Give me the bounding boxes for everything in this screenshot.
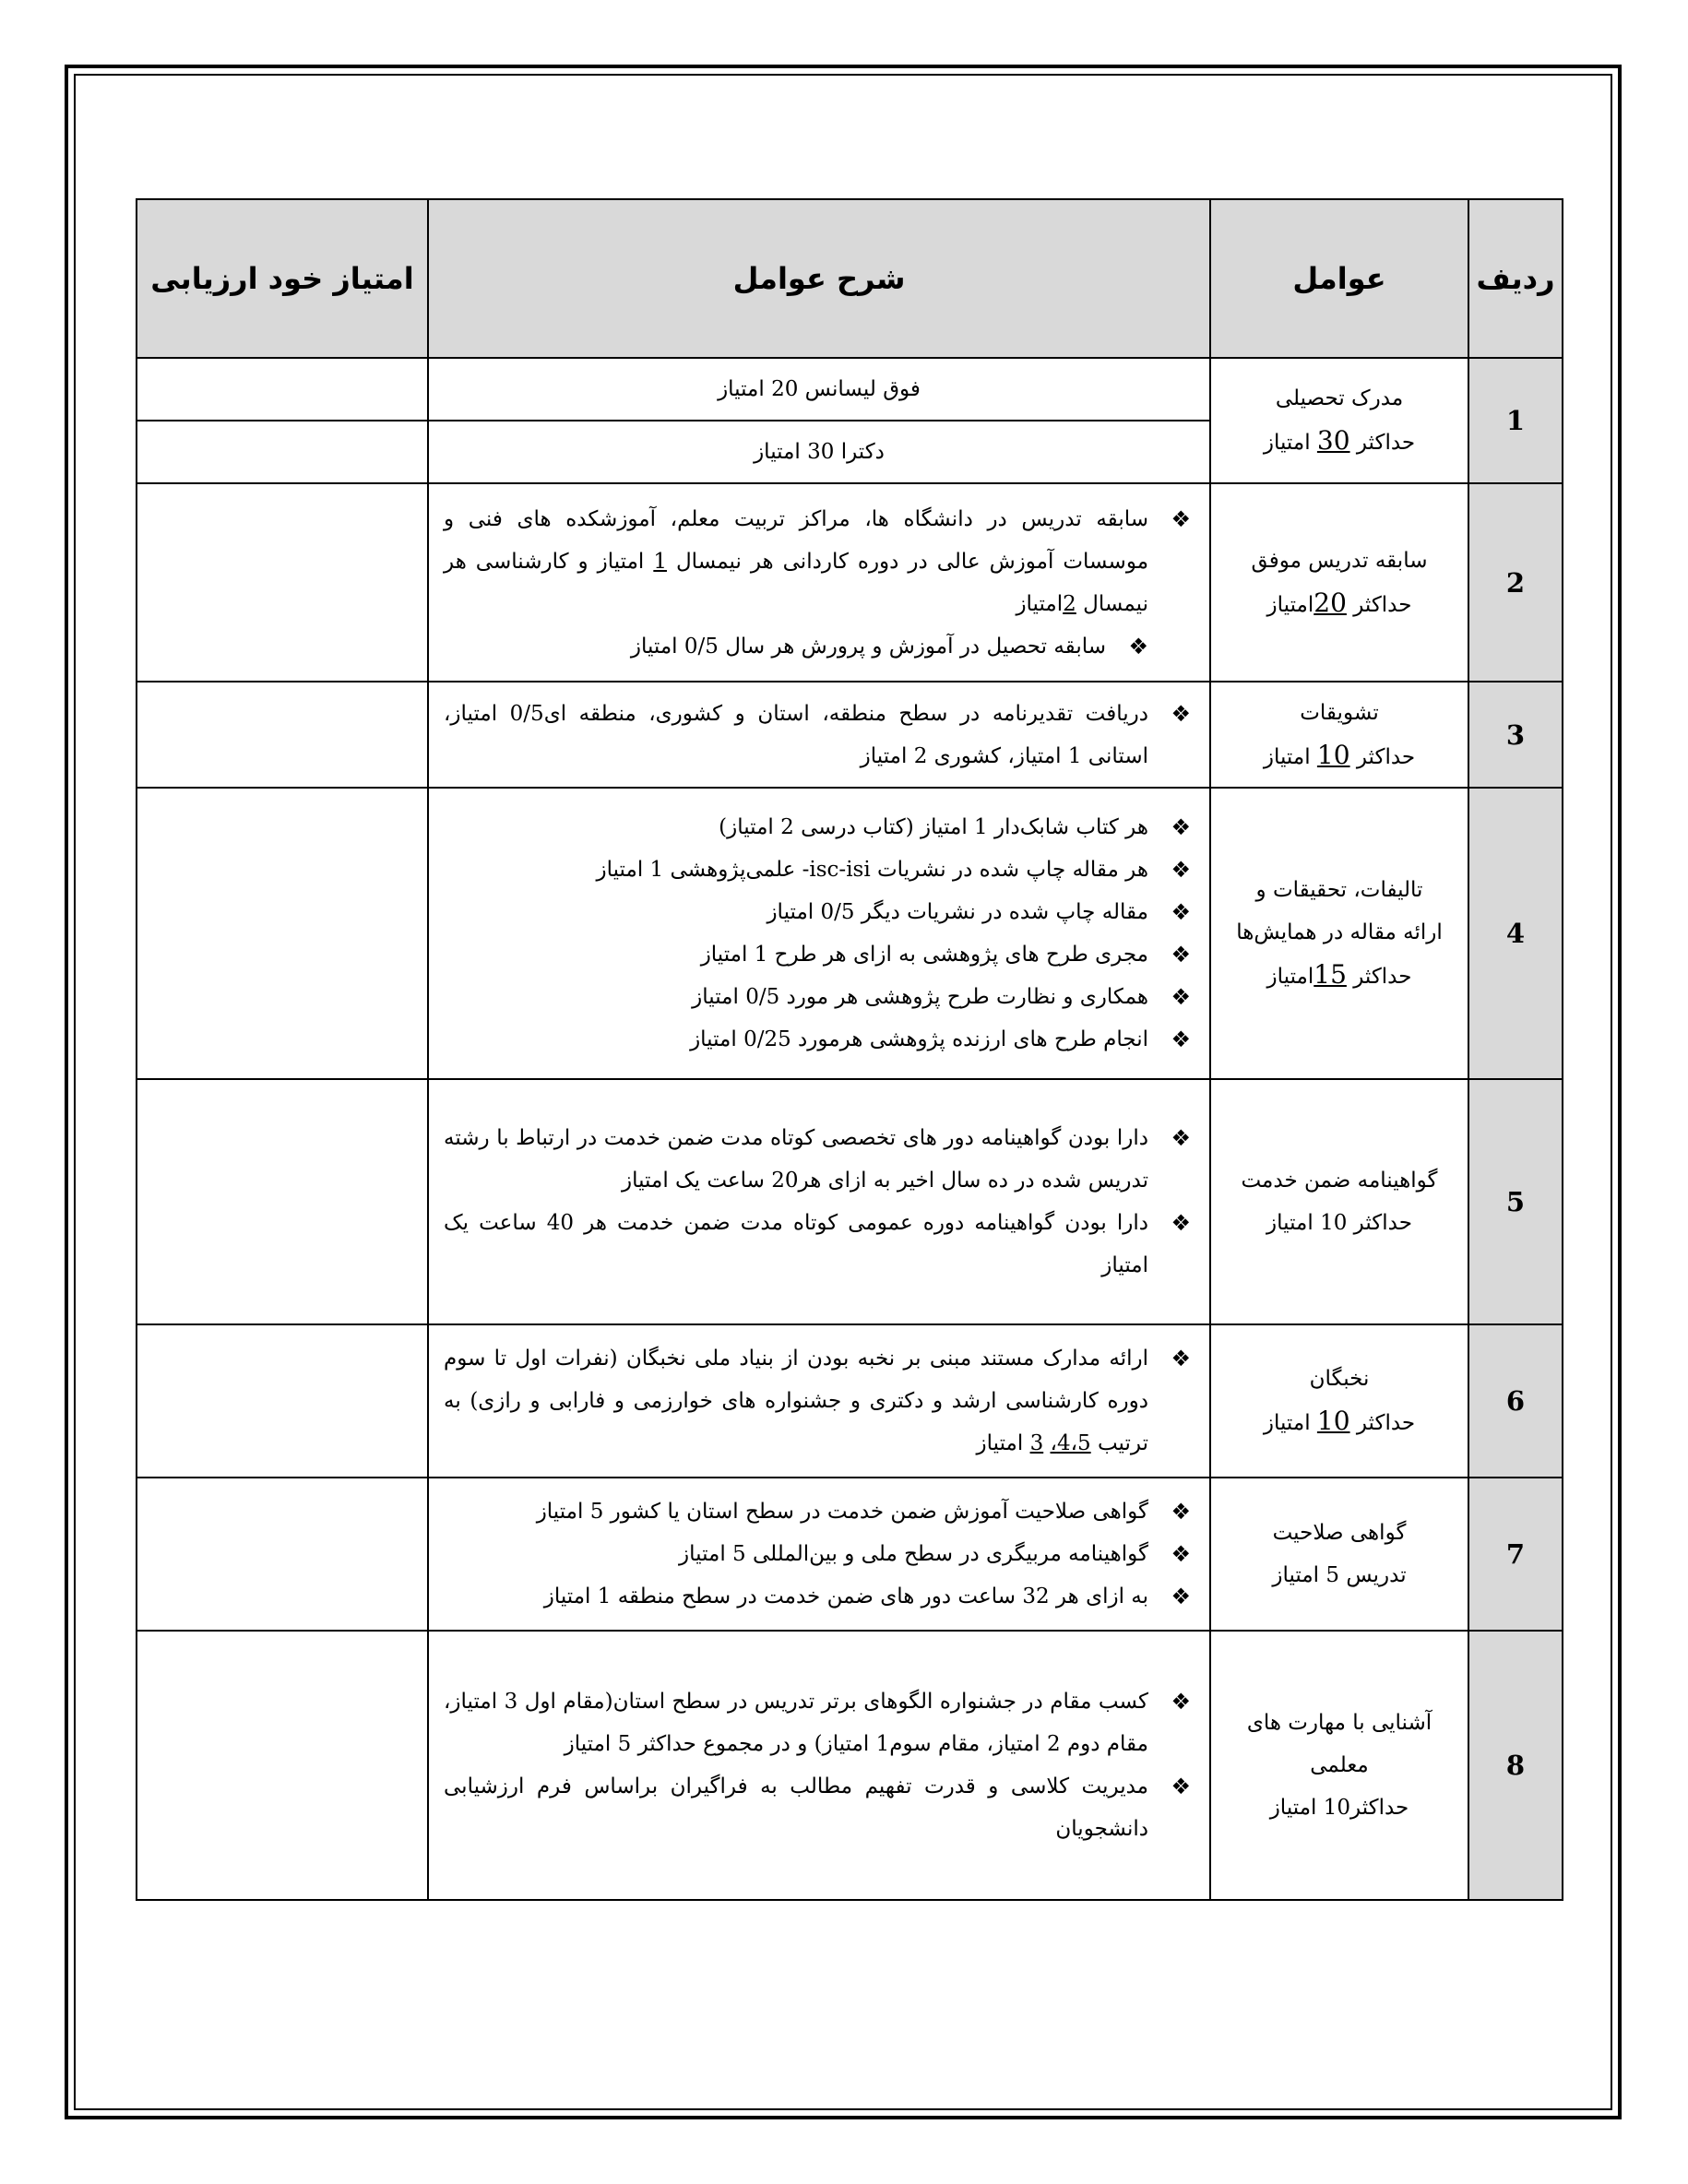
factor-title: گواهینامه ضمن خدمت: [1241, 1169, 1438, 1193]
self-score-cell[interactable]: [137, 682, 428, 788]
item-value: 2: [1063, 591, 1076, 616]
factor-max: تدریس 5 امتیاز: [1272, 1563, 1407, 1587]
list-item: ❖ دریافت تقدیرنامه در سطح منطقه، استان و کشوری، منطقه ای0/5 امتیاز، استانی 1 امتیاز، کشوری 2 امتیاز: [444, 693, 1191, 777]
item-text: سابقه تحصیل در آموزش و پرورش هر سال 0/5 امتیاز: [630, 634, 1106, 659]
list-item: ❖ مقاله چاپ شده در نشریات دیگر 0/5 امتیاز: [444, 891, 1191, 933]
item-text: امتیاز: [976, 1431, 1024, 1455]
factor-max-value: 20: [1314, 587, 1347, 618]
item-value: 1: [653, 549, 667, 574]
factor-max-prefix: حداکثر: [1353, 592, 1412, 617]
list-item: ❖ انجام طرح های ارزنده پژوهشی هرمورد 0/25 امتیاز: [444, 1018, 1191, 1061]
list-item: [444, 498, 1191, 625]
factor-cell: [1210, 1631, 1468, 1900]
factor-max: [1212, 1400, 1467, 1444]
list-item: ❖ مدیریت کلاسی و قدرت تفهیم مطالب به فراگیران براساس فرم ارزشیابی دانشجویان: [444, 1765, 1191, 1850]
list-item: ❖ همکاری و نظارت طرح پژوهشی هر مورد 0/5 امتیاز: [444, 976, 1191, 1018]
factor-max-value: 15: [1314, 959, 1347, 990]
evaluation-table: [136, 198, 1563, 1901]
factor-max-suffix: امتیاز: [1263, 1411, 1311, 1435]
factor-max: حداکثر 10 امتیاز: [1266, 1211, 1412, 1235]
factor-title: نخبگان: [1309, 1367, 1370, 1391]
list-item: ❖ دارا بودن گواهینامه دور های تخصصی کوتاه مدت ضمن خدمت در ارتباط با رشته تدریس شده در ده سال اخیر به ازای هر20 ساعت یک امتیاز: [444, 1117, 1191, 1202]
list-item: ❖ گواهی صلاحیت آموزش ضمن خدمت در سطح استان یا کشور 5 امتیاز: [444, 1490, 1191, 1533]
factor-max: [1212, 734, 1467, 778]
factor-max-suffix: امتیاز: [1266, 592, 1314, 617]
factor-max-prefix: حداکثر: [1356, 1411, 1416, 1435]
description-cell: [428, 1478, 1210, 1631]
factor-max-suffix: امتیاز: [1263, 744, 1311, 769]
description-cell: [428, 1631, 1210, 1900]
list-item: [444, 625, 1148, 668]
row-number: 5: [1468, 1079, 1563, 1324]
factor-max-prefix: حداکثر: [1353, 965, 1412, 989]
factor-cell: [1210, 358, 1468, 483]
list-item: ❖ هر کتاب شابک‌دار 1 امتیاز (کتاب درسی 2 امتیاز): [444, 806, 1191, 849]
factor-max-value: 10: [1316, 1406, 1350, 1436]
item-text: امتیاز و کارشناسی هر نیمسال: [444, 549, 1148, 616]
description-cell: [428, 682, 1210, 788]
list-item: ❖ هر مقاله چاپ شده در نشریات isc-isi- علمی‌پژوهشی 1 امتیاز: [444, 849, 1191, 891]
table-row: [137, 1079, 1563, 1324]
header-description: شرح عوامل: [428, 199, 1210, 358]
factor-title: تالیفات، تحقیقات و: [1255, 878, 1423, 902]
self-score-cell[interactable]: [137, 421, 428, 483]
list-item: ❖ مجری طرح های پژوهشی به ازای هر طرح 1 امتیاز: [444, 933, 1191, 976]
factor-title: تشویقات: [1300, 700, 1379, 725]
item-text: ارائه مدارک مستند مبنی بر نخبه بودن از بنیاد ملی نخبگان (نفرات اول تا سوم دوره کارشناسی ارشد و دکتری و جشنواره های خوارزمی و فارابی و رازی) به ترتیب: [444, 1347, 1148, 1455]
self-score-cell[interactable]: [137, 358, 428, 421]
row-number: 2: [1468, 483, 1563, 682]
factor-title-line2: معلمی: [1310, 1753, 1369, 1777]
factor-max-value: 10: [1316, 739, 1350, 770]
factor-title: گواهی صلاحیت: [1272, 1521, 1407, 1545]
description-cell: [428, 1079, 1210, 1324]
factor-cell: [1210, 682, 1468, 788]
row-number: 6: [1468, 1324, 1563, 1478]
self-score-cell[interactable]: [137, 1079, 428, 1324]
factor-max-suffix: امتیاز: [1266, 965, 1314, 989]
row-number: 8: [1468, 1631, 1563, 1900]
table-row: [137, 1324, 1563, 1478]
factor-max-suffix: امتیاز: [1263, 431, 1311, 455]
list-item: [444, 1337, 1191, 1465]
header-row-number: ردیف: [1468, 199, 1563, 358]
row-number: 7: [1468, 1478, 1563, 1631]
factor-max-value: 30: [1316, 425, 1350, 456]
list-item: ❖ به ازای هر 32 ساعت دور های ضمن خدمت در سطح منطقه 1 امتیاز: [444, 1575, 1191, 1618]
item-text: امتیاز: [1016, 591, 1064, 616]
description-cell: دکترا 30 امتیاز: [428, 421, 1210, 483]
table-row: [137, 682, 1563, 788]
description-cell: فوق لیسانس 20 امتیاز: [428, 358, 1210, 421]
factor-cell: [1210, 483, 1468, 682]
list-item: ❖ دارا بودن گواهینامه دوره عمومی کوتاه مدت ضمن خدمت هر 40 ساعت یک امتیاز: [444, 1202, 1191, 1287]
factor-title-line2: ارائه مقاله در همایش‌ها: [1236, 920, 1443, 944]
self-score-cell[interactable]: [137, 483, 428, 682]
description-cell: [428, 1324, 1210, 1478]
item-value: 3: [1029, 1431, 1044, 1455]
row-number: 1: [1468, 358, 1563, 483]
factor-max: [1212, 420, 1467, 464]
factor-title: مدرک تحصیلی: [1275, 386, 1404, 410]
description-cell: [428, 788, 1210, 1079]
factor-cell: [1210, 788, 1468, 1079]
factor-cell: [1210, 1324, 1468, 1478]
factor-max-prefix: حداکثر: [1356, 744, 1416, 769]
description-cell: [428, 483, 1210, 682]
self-score-cell[interactable]: [137, 1324, 428, 1478]
row-number: 3: [1468, 682, 1563, 788]
header-self-score: امتیاز خود ارزیابی: [137, 199, 428, 358]
factor-max: [1212, 954, 1467, 998]
item-value: 4،5،: [1050, 1431, 1091, 1455]
factor-max-prefix: حداکثر: [1356, 431, 1416, 455]
row-number: 4: [1468, 788, 1563, 1079]
self-score-cell[interactable]: [137, 788, 428, 1079]
table-header-row: [137, 199, 1563, 358]
factor-cell: [1210, 1478, 1468, 1631]
self-score-cell[interactable]: [137, 1478, 428, 1631]
factor-title: آشنایی با مهارت های: [1246, 1711, 1432, 1735]
list-item: ❖ گواهینامه مربیگری در سطح ملی و بین‌المللی 5 امتیاز: [444, 1533, 1191, 1575]
self-score-cell[interactable]: [137, 1631, 428, 1900]
table-row: [137, 1478, 1563, 1631]
factor-cell: [1210, 1079, 1468, 1324]
table-row: [137, 1631, 1563, 1900]
factor-max: حداکثر10 امتیاز: [1269, 1796, 1409, 1820]
table-row: [137, 358, 1563, 421]
list-item: ❖ کسب مقام در جشنواره الگوهای برتر تدریس در سطح استان(مقام اول 3 امتیاز، مقام دوم 2 امتیاز، مقام سوم1 امتیاز) و در مجموع حداکثر 5 امتیاز: [444, 1680, 1191, 1765]
factor-title: سابقه تدریس موفق: [1251, 548, 1428, 573]
table-row: [137, 483, 1563, 682]
table-row: [137, 788, 1563, 1079]
factor-max: [1212, 582, 1467, 626]
item-text: سابقه تدریس در دانشگاه ها، مراکز تربیت معلم، آموزشکده های فنی و موسسات آموزش عالی در دوره کاردانی هر نیمسال: [444, 506, 1149, 574]
header-factors: عوامل: [1210, 199, 1468, 358]
